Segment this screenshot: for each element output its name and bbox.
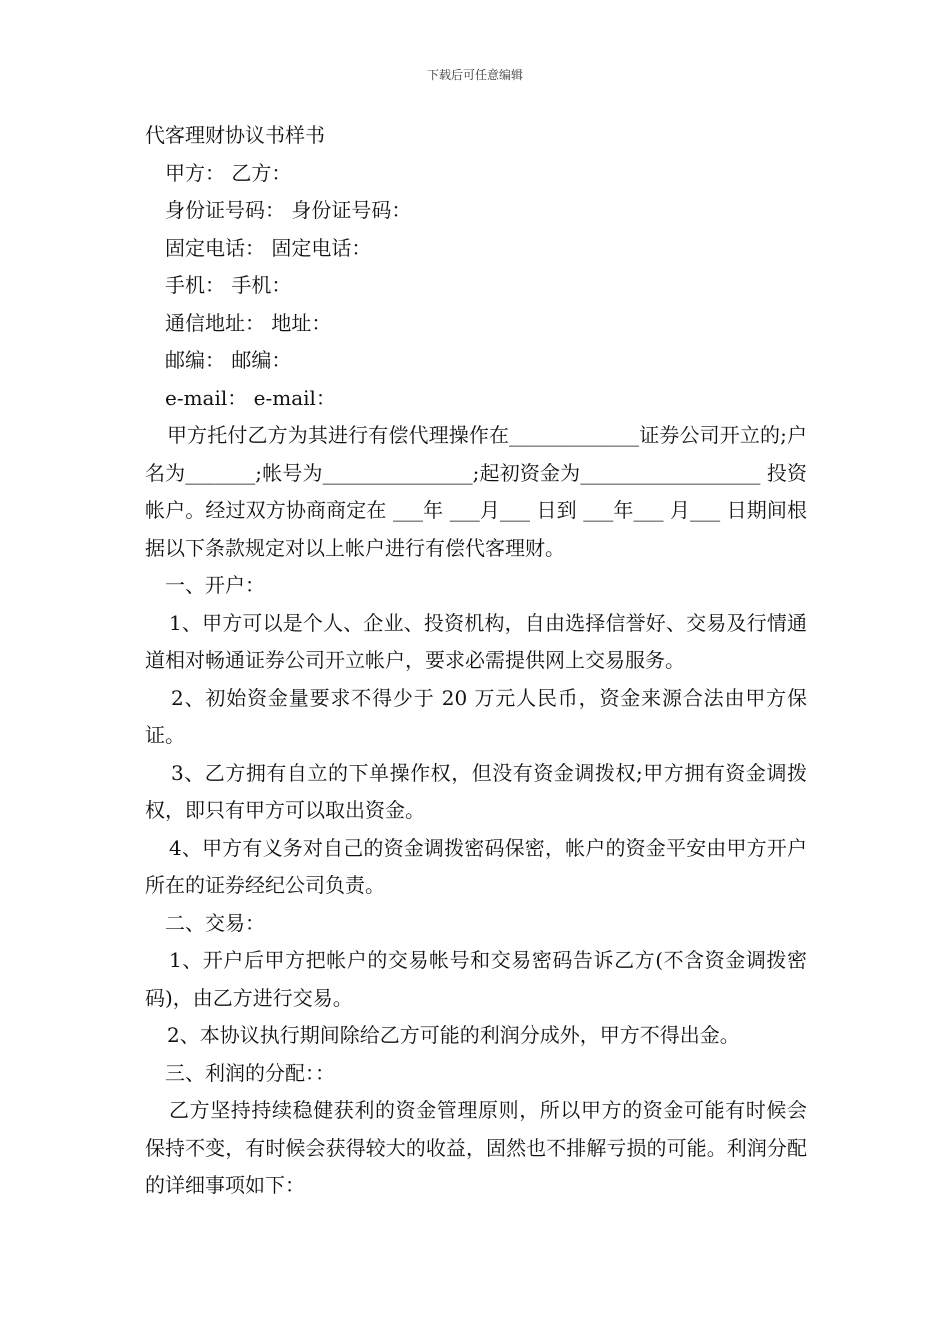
document-body <box>145 117 807 1205</box>
profit-paragraph: 乙方坚持持续稳健获利的资金管理原则，所以甲方的资金可能有时候会保持不变，有时候会获得较大的收益，固然也不排解亏损的可能。利润分配的详细事项如下： <box>145 1098 807 1197</box>
page-header: 下载后可任意编辑 <box>426 68 523 82</box>
party-id-line: 身份证号码： 身份证号码： <box>165 198 412 222</box>
account-clause-1: 1、甲方可以是个人、企业、投资机构，自由选择信誉好、交易及行情通道相对畅通证券公司开立帐户，要求必需提供网上交易服务。 <box>145 610 807 672</box>
party-email-line: e-mail： e-mail： <box>165 385 336 410</box>
document-title: 代客理财协议书样书 <box>145 123 325 147</box>
trading-clause-2: 2、本协议执行期间除给乙方可能的利润分成外，甲方不得出金。 <box>167 1023 740 1047</box>
section-heading-account: 一、开户： <box>165 573 265 597</box>
section-heading-trading: 二、交易： <box>165 910 265 935</box>
trading-clause-1: 1、开户后甲方把帐户的交易帐号和交易密码告诉乙方(不含资金调拨密码)，由乙方进行交易。 <box>145 948 807 1010</box>
party-phone-line: 固定电话： 固定电话： <box>165 235 372 260</box>
intro-paragraph: 甲方托付乙方为其进行有偿代理操作在_____________证券公司开立的;户名为_______;帐号为_______________;起初资金为__________________ 投资帐户。经过双方协商商定在 ___年 ___月___ 日到 ___年___ 月___ 日期间根据以下条款规定对以上帐户进行有偿代客理财。 <box>145 423 807 560</box>
party-address-line: 通信地址： 地址： <box>165 310 332 335</box>
account-clause-3: 3、乙方拥有自立的下单操作权，但没有资金调拨权;甲方拥有资金调拨权，即只有甲方可以取出资金。 <box>145 760 807 822</box>
account-clause-4: 4、甲方有义务对自己的资金调拨密码保密，帐户的资金平安由甲方开户所在的证券经纪公司负责。 <box>145 835 807 897</box>
section-heading-profit: 三、利润的分配：： <box>165 1060 335 1085</box>
party-postcode-line: 邮编： 邮编： <box>165 348 292 372</box>
party-mobile-line: 手机： 手机： <box>165 273 292 297</box>
party-name-line: 甲方： 乙方： <box>165 160 292 185</box>
account-clause-2: 2、初始资金量要求不得少于 20 万元人民币，资金来源合法由甲方保证。 <box>145 685 807 747</box>
